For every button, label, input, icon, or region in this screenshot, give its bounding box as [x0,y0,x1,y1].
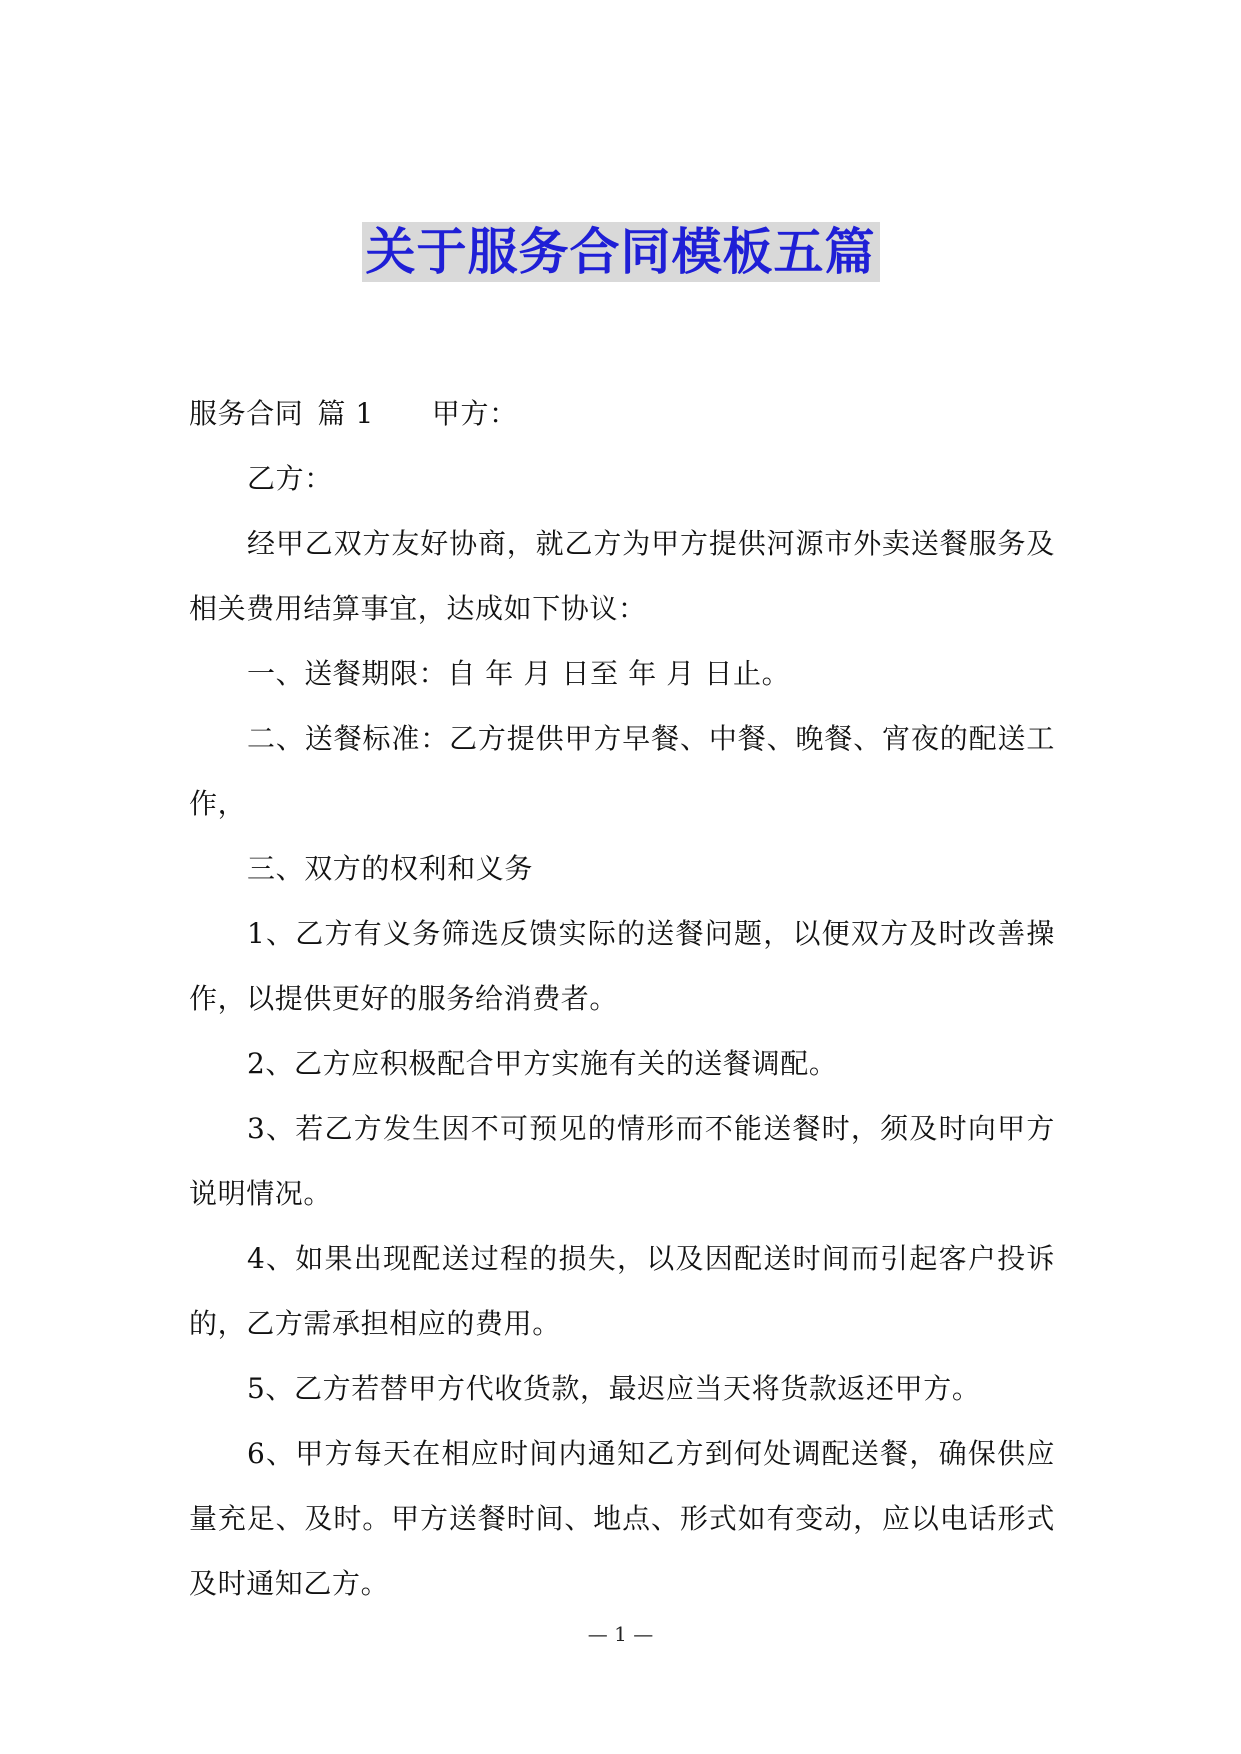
paragraph-item-1: 1、乙方有义务筛选反馈实际的送餐问题，以便双方及时改善操作，以提供更好的服务给消费者。 [189,917,1055,1015]
paragraph-standard: 二、送餐标准：乙方提供甲方早餐、中餐、晚餐、宵夜的配送工作， [189,722,1055,820]
document-body [189,381,1055,1616]
paragraph-item-3: 3、若乙方发生因不可预见的情形而不能送餐时，须及时向甲方说明情况。 [189,1112,1055,1210]
contract-label: 服务合同 [189,397,304,430]
paragraph-item-4: 4、如果出现配送过程的损失，以及因配送时间而引起客户投诉的，乙方需承担相应的费用。 [189,1242,1055,1340]
header-line [189,381,1055,446]
paragraph-intro: 经甲乙双方友好协商，就乙方为甲方提供河源市外卖送餐服务及相关费用结算事宜，达成如下协议： [189,527,1055,625]
paragraph-item-5: 5、乙方若替甲方代收货款，最迟应当天将货款返还甲方。 [247,1372,981,1405]
section-label: 篇 1 [317,397,374,430]
title-container [0,222,1241,282]
paragraph-item-6: 6、甲方每天在相应时间内通知乙方到何处调配送餐，确保供应量充足、及时。甲方送餐时间、地点、形式如有变动，应以电话形式及时通知乙方。 [189,1437,1055,1600]
paragraph-rights-heading: 三、双方的权利和义务 [247,852,534,885]
paragraph-item-2: 2、乙方应积极配合甲方实施有关的送餐调配。 [247,1047,838,1080]
paragraph-party-b: 乙方： [247,462,333,495]
document-title: 关于服务合同模板五篇 [362,222,880,282]
party-a-label: 甲方： [431,397,518,430]
paragraph-term: 一、送餐期限：自 年 月 日至 年 月 日止。 [247,657,791,690]
page-number: — 1 — [587,1622,654,1646]
